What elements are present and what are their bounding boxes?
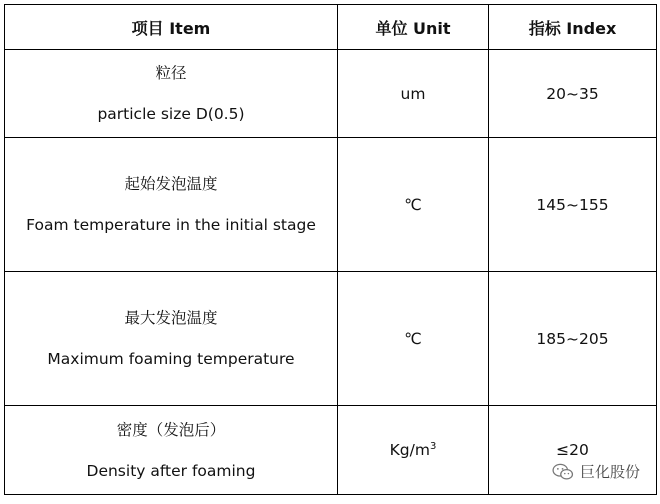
unit-text: ℃ <box>404 195 422 214</box>
item-name-cn: 密度（发泡后） <box>116 420 226 439</box>
value-cell: 145~155 <box>489 138 657 272</box>
watermark <box>552 461 640 482</box>
unit-text: um <box>400 84 426 103</box>
spec-table <box>4 4 657 495</box>
value-cell: 20~35 <box>489 50 657 138</box>
item-name-cn: 最大发泡温度 <box>124 309 218 327</box>
item-cell <box>5 272 338 406</box>
table-row <box>5 138 657 272</box>
wechat-icon <box>552 463 574 481</box>
unit-text: ℃ <box>404 329 422 348</box>
unit-superscript: 3 <box>429 440 437 452</box>
item-cell <box>5 406 338 495</box>
header-item: 项目 Item <box>5 5 338 50</box>
item-name-en: Density after foaming <box>86 461 256 480</box>
header-index: 指标 Index <box>489 5 657 50</box>
item-name-en: Maximum foaming temperature <box>47 350 295 368</box>
header-unit: 单位 Unit <box>338 5 489 50</box>
unit-cell <box>338 138 489 272</box>
item-name-en: particle size D(0.5) <box>97 105 245 123</box>
item-cell <box>5 138 338 272</box>
item-name-en: Foam temperature in the initial stage <box>26 216 316 234</box>
unit-cell <box>338 50 489 138</box>
table-row <box>5 272 657 406</box>
table-row <box>5 50 657 138</box>
unit-cell <box>338 272 489 406</box>
value-cell: 185~205 <box>489 272 657 406</box>
item-cell <box>5 50 338 138</box>
unit-cell <box>338 406 489 495</box>
value-cell: ≤20 <box>489 406 657 495</box>
unit-text: Kg/m <box>389 441 430 460</box>
header-row <box>5 5 657 50</box>
watermark-text: 巨化股份 <box>579 463 640 481</box>
item-name-cn: 起始发泡温度 <box>124 175 218 193</box>
item-name-cn: 粒径 <box>155 64 187 82</box>
